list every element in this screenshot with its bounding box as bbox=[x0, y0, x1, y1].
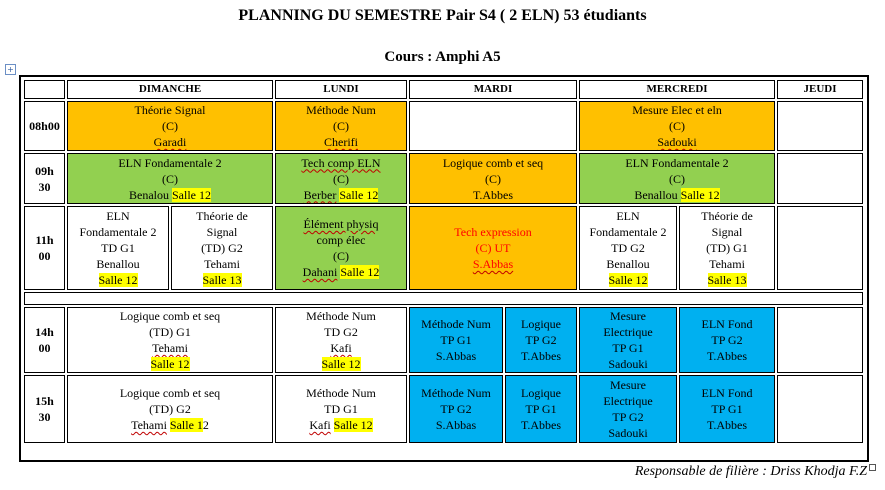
course-cell-methode-num-td[interactable]: Méthode Num TD G1 Kafi Salle 12 bbox=[275, 375, 407, 443]
slot-row-3 bbox=[24, 206, 863, 290]
course-cell-logique-comb-td[interactable]: Logique comb et seq (TD) G1 Tehami Salle 12 bbox=[67, 307, 273, 373]
course-cell-mesure-electrique-tp[interactable]: Mesure Electrique TP G1 Sadouki bbox=[579, 307, 677, 373]
empty-cell[interactable] bbox=[409, 101, 577, 151]
table-move-handle-icon[interactable]: + bbox=[5, 64, 16, 75]
course-cell-logique-tp[interactable]: Logique TP G2 T.Abbes bbox=[505, 307, 577, 373]
course-cell-mesure-electrique-tp[interactable]: Mesure Electrique TP G2 Sadouki bbox=[579, 375, 677, 443]
break-cell bbox=[24, 292, 863, 305]
room-badge: Salle 12 bbox=[172, 187, 211, 202]
room-badge: Salle 12 bbox=[150, 357, 190, 371]
day-header-jeudi: JEUDI bbox=[777, 80, 863, 99]
slot-row-2 bbox=[24, 153, 863, 204]
table-resize-handle[interactable] bbox=[869, 464, 876, 471]
time-cell: 14h 00 bbox=[24, 307, 65, 373]
room-badge: Salle 13 bbox=[202, 273, 242, 287]
course-cell-methode-num-td[interactable]: Méthode Num TD G2 Kafi Salle 12 bbox=[275, 307, 407, 373]
room-badge: Salle 1 bbox=[169, 418, 203, 432]
empty-cell[interactable] bbox=[777, 206, 863, 290]
page-subtitle: Cours : Amphi A5 bbox=[384, 49, 501, 65]
course-cell-theorie-signal[interactable]: Théorie Signal (C) Garadi bbox=[67, 101, 273, 151]
course-cell-tech-expression[interactable]: Tech expression (C) UT S.Abbas bbox=[409, 206, 577, 290]
corner-cell bbox=[24, 80, 65, 99]
room-badge: Salle 12 bbox=[339, 187, 379, 202]
room-badge: Salle 12 bbox=[321, 357, 361, 371]
room-badge: Salle 12 bbox=[680, 187, 720, 202]
day-header-mercredi: MERCREDI bbox=[579, 80, 775, 99]
course-cell-tech-comp-eln[interactable]: Tech comp ELN (C) Berber Salle 12 bbox=[275, 153, 407, 204]
course-cell-eln-fond-tp[interactable]: ELN Fond TP G2 T.Abbes bbox=[679, 307, 775, 373]
empty-cell[interactable] bbox=[777, 153, 863, 204]
course-cell-element-physiq[interactable]: Élément physiq comp élec (C) Dahani Salle 12 bbox=[275, 206, 407, 290]
course-cell-theorie-signal-td[interactable]: Théorie de Signal (TD) G2 Tehami Salle 13 bbox=[171, 206, 273, 290]
course-cell-logique-tp[interactable]: Logique TP G1 T.Abbes bbox=[505, 375, 577, 443]
course-cell-methode-num[interactable]: Méthode Num (C) Cherifi bbox=[275, 101, 407, 151]
empty-cell[interactable] bbox=[777, 375, 863, 443]
footer-signature: Responsable de filière : Driss Khodja F.Z bbox=[634, 464, 867, 479]
day-header-dimanche: DIMANCHE bbox=[67, 80, 273, 99]
empty-cell[interactable] bbox=[777, 307, 863, 373]
page-title: PLANNING DU SEMESTRE Pair S4 ( 2 ELN) 53 étudiants bbox=[238, 7, 647, 24]
course-cell-eln-fondamentale[interactable]: ELN Fondamentale 2 (C) Benalou Salle 12 bbox=[67, 153, 273, 204]
day-header-mardi: MARDI bbox=[409, 80, 577, 99]
header-row bbox=[24, 80, 863, 99]
course-cell-eln-td-g1[interactable]: ELN Fondamentale 2 TD G1 Benallou Salle 12 bbox=[67, 206, 169, 290]
slot-row-5 bbox=[24, 375, 863, 443]
day-header-lundi: LUNDI bbox=[275, 80, 407, 99]
room-badge: Salle 13 bbox=[707, 273, 747, 287]
course-cell-methode-num-tp[interactable]: Méthode Num TP G2 S.Abbas bbox=[409, 375, 503, 443]
time-cell: 08h00 bbox=[24, 101, 65, 151]
course-cell-mesure-elec[interactable]: Mesure Elec et eln (C) Sadouki bbox=[579, 101, 775, 151]
room-badge: Salle 12 bbox=[340, 265, 380, 279]
room-badge: Salle 12 bbox=[608, 273, 648, 287]
time-cell: 11h 00 bbox=[24, 206, 65, 290]
course-cell-eln-fond-tp[interactable]: ELN Fond TP G1 T.Abbes bbox=[679, 375, 775, 443]
course-cell-logique-comb[interactable]: Logique comb et seq (C) T.Abbes bbox=[409, 153, 577, 204]
course-cell-theorie-signal-td[interactable]: Théorie de Signal (TD) G1 Tehami Salle 13 bbox=[679, 206, 775, 290]
course-cell-eln-fondamentale[interactable]: ELN Fondamentale 2 (C) Benallou Salle 12 bbox=[579, 153, 775, 204]
room-badge: Salle 12 bbox=[333, 418, 373, 432]
break-row bbox=[24, 292, 863, 305]
time-cell: 15h 30 bbox=[24, 375, 65, 443]
room-badge: Salle 12 bbox=[98, 273, 138, 287]
course-cell-methode-num-tp[interactable]: Méthode Num TP G1 S.Abbas bbox=[409, 307, 503, 373]
slot-row-4 bbox=[24, 307, 863, 373]
time-cell: 09h 30 bbox=[24, 153, 65, 204]
slot-row-1 bbox=[24, 101, 863, 151]
course-cell-logique-comb-td[interactable]: Logique comb et seq (TD) G2 Tehami Salle 12 bbox=[67, 375, 273, 443]
empty-cell[interactable] bbox=[777, 101, 863, 151]
course-cell-eln-td-g2[interactable]: ELN Fondamentale 2 TD G2 Benallou Salle 12 bbox=[579, 206, 677, 290]
schedule-table bbox=[22, 78, 865, 445]
